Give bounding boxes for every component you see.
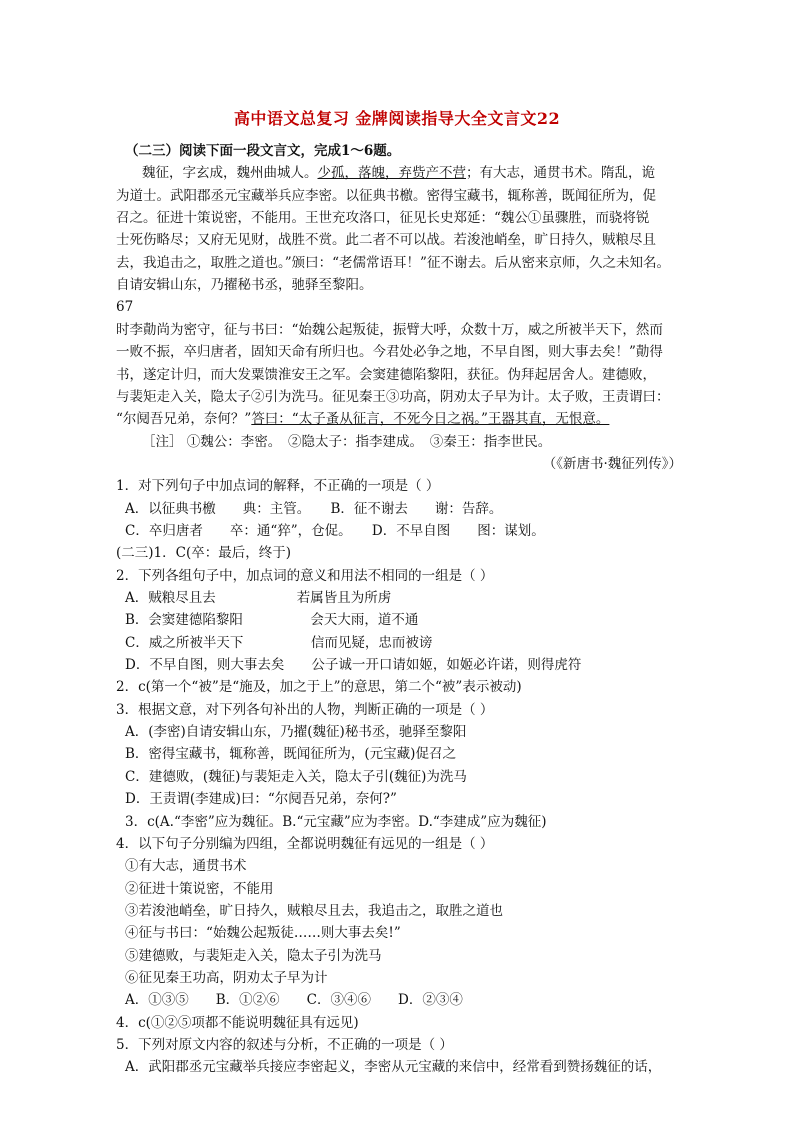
question-text: 3．c(A.“李密”应为魏征。B.“元宝藏”应为李密。D.“李建成”应为魏征): [125, 813, 547, 830]
passage-line: [116, 275, 373, 295]
question-line: [125, 990, 463, 1010]
question-line: [116, 566, 493, 586]
passage-text: 书，遂定计归，而大发粟馈淮安王之军。会窦建德陷黎阳，获征。伪拜起居舍人。建德败，: [116, 366, 656, 383]
passage-text: 时李勣尚为密守，征与书曰：“始魏公起叛徒，振臂大呼，众数十万，威之所被半天下，然而: [116, 321, 663, 338]
passage-line: [116, 342, 663, 362]
question-line: [125, 789, 397, 809]
passage-text: 魏征，字玄成，魏州曲城人。: [142, 165, 318, 182]
page-number-text: 67: [116, 299, 134, 316]
passage-text: 与裴矩走入关，隐太子②引为洗马。征见秦王③功高，阴劝太子早为计。太子败，王责谓曰：: [116, 388, 670, 405]
question-line: [125, 812, 546, 832]
question-text: ②征进十策说密，不能用: [125, 880, 274, 897]
question-line: [125, 879, 274, 899]
question-line: [125, 767, 467, 787]
passage-line: [142, 163, 655, 183]
question-line: [116, 1035, 453, 1055]
question-line: [116, 834, 493, 854]
question-line: [125, 901, 503, 921]
question-text: A．武阳郡丞元宝藏举兵接应李密起义，李密从元宝藏的来信中，经常看到赞扬魏征的话，: [125, 1059, 662, 1076]
question-text: (二三)1．C(卒：最后，终于): [116, 545, 291, 562]
question-line: [125, 610, 418, 630]
question-line: [125, 856, 247, 876]
passage-text: 士死伤略尽；又府无见财，战胜不赏。此二者不可以战。若浚池峭垒，旷日持久，贼粮尽且: [116, 232, 656, 249]
passage-line: [116, 320, 663, 340]
question-text: 1．对下列句子中加点词的解释，不正确的一项是（ ）: [116, 478, 440, 495]
document-title: 高中语文总复习 金牌阅读指导大全文言文22: [233, 109, 561, 128]
question-line: [116, 1013, 359, 1033]
passage-line: [116, 186, 656, 206]
notes-text: ［注］ ①魏公：李密。 ②隐太子：指李建成。 ③秦王：指李世民。: [142, 433, 552, 450]
question-line: [116, 543, 291, 563]
question-text: A．①③⑤ B．①②⑥ C．③④⑥ D．②③④: [125, 992, 463, 1009]
question-text: 5．下列对原文内容的叙述与分析，不正确的一项是（ ）: [116, 1037, 453, 1053]
question-line: [116, 476, 439, 496]
passage-text: 召之。征进十策说密，不能用。王世充攻洛口，征见长史郑延：“魏公①虽骤胜，而骁将锐: [116, 210, 650, 227]
question-text: ④征与书曰：“始魏公起叛徒……则大事去矣!”: [125, 925, 401, 942]
passage-line: [116, 208, 649, 228]
question-text: ③若浚池峭垒，旷日持久，贼粮尽且去，我追击之，取胜之道也: [125, 902, 503, 919]
question-text: 4．以下句子分别编为四组，全都说明魏征有远见的一组是（ ）: [116, 835, 494, 852]
question-text: D．王责谓(李建成)曰：“尔阋吾兄弟，奈何?”: [125, 791, 397, 808]
question-text: C．威之所被半天下 信而见疑，忠而被谤: [125, 634, 433, 651]
question-text: A．(李密)自请安辑山东，乃擢(魏征)秘书丞，驰驿至黎阳: [125, 724, 467, 741]
question-text: 3．根据文意，对下列各句补出的人物，判断正确的一项是（ ）: [116, 701, 494, 718]
question-text: A．贼粮尽且去 若属皆且为所虏: [125, 590, 392, 606]
question-line: [125, 1057, 661, 1077]
question-line: [125, 499, 502, 519]
passage-line: [116, 253, 670, 273]
passage-line: [116, 387, 670, 407]
underlined-text: 答曰：“太子蚤从征言，不死今日之祸。”王器其直，无恨意。: [251, 411, 610, 428]
passage-text: 为道士。武阳郡丞元宝藏举兵应李密。以征典书檄。密得宝藏书，辄称善，既闻征所为，促: [116, 187, 656, 204]
question-line: [125, 655, 581, 675]
question-line: [125, 744, 456, 764]
passage-text: “尔阋吾兄弟，奈何？”: [116, 411, 252, 428]
passage-line: [116, 409, 609, 429]
section-heading-text: （二三）阅读下面一段文言文，完成1～6题。: [125, 143, 401, 159]
passage-text: 一败不振，卒归唐者，固知天命有所归也。今君处必争之地，不早自图，则大事去矣！”勣得: [116, 344, 663, 361]
question-line: [125, 521, 545, 541]
underlined-text: 少孤，落魄，弃赀产不营: [317, 165, 466, 182]
question-line: [125, 923, 401, 943]
question-line: [116, 700, 493, 720]
source-citation: [543, 454, 682, 474]
section-heading: [125, 141, 400, 161]
question-line: [125, 722, 466, 742]
question-text: C．建德败，(魏征)与裴矩走入关，隐太子引(魏征)为洗马: [125, 768, 467, 785]
question-text: B．会窦建德陷黎阳 会天大雨，道不通: [125, 612, 419, 629]
question-text: 2．下列各组句子中，加点词的意义和用法不相同的一组是（ ）: [116, 567, 494, 584]
question-text: D．不早自图，则大事去矣 公子诚一开口请如姬，如姬必许诺，则得虎符: [125, 657, 582, 674]
passage-text: 去，我追击之，取胜之道也。”颁曰：“老儒常语耳！”征不谢去。后从密来京师，久之未知名。: [116, 254, 670, 271]
passage-line: [116, 365, 656, 385]
question-line: [125, 588, 391, 608]
page-number: [116, 297, 133, 317]
question-line: [116, 677, 522, 697]
question-text: 4．c(①②⑤项都不能说明魏征具有远见): [116, 1014, 359, 1031]
question-line: [125, 968, 328, 988]
question-line: [125, 946, 382, 966]
passage-line: [116, 230, 656, 250]
question-text: ⑤建德败，与裴矩走入关，隐太子引为洗马: [125, 947, 382, 964]
question-text: A．以征典书檄 典：主管。 B．征不谢去 谢：告辞。: [125, 500, 503, 517]
question-text: ①有大志，通贯书术: [125, 858, 247, 875]
question-text: 2．c(第一个“被”是“施及，加之于上”的意思，第二个“被”表示被动): [116, 679, 522, 696]
notes: [142, 432, 551, 452]
passage-text: ；有大志，通贯书术。隋乱，诡: [466, 165, 655, 182]
question-text: ⑥征见秦王功高，阴劝太子早为计: [125, 969, 328, 986]
passage-text: 自请安辑山东，乃擢秘书丞，驰驿至黎阳。: [116, 277, 373, 294]
question-text: B．密得宝藏书，辄称善，既闻征所为，(元宝藏)促召之: [125, 746, 456, 763]
source-text: （《新唐书·魏征列传》）: [542, 455, 682, 472]
question-text: C．卒归唐者 卒：通“猝”，仓促。 D．不早自图 图：谋划。: [125, 522, 545, 539]
question-line: [125, 633, 432, 653]
